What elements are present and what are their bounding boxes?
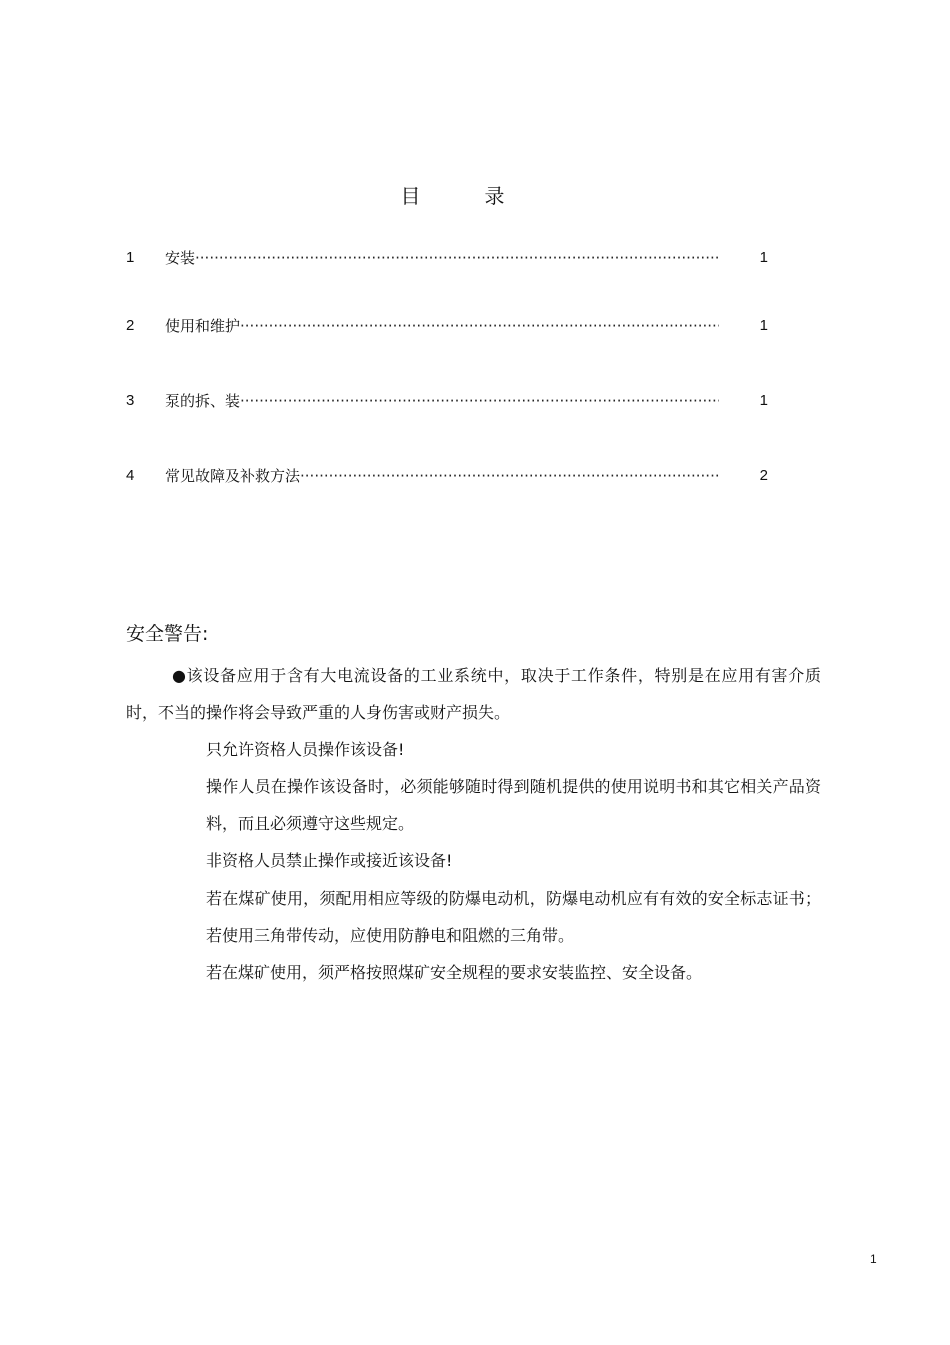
toc-entry-label: 泵的拆、装 bbox=[165, 392, 241, 410]
safety-warning-heading: 安全警告: bbox=[126, 623, 209, 645]
page-number: 1 bbox=[870, 1252, 877, 1266]
toc-entry-label: 常见故障及补救方法 bbox=[165, 467, 301, 485]
toc-entry-use-maintenance[interactable] bbox=[126, 315, 776, 337]
safety-intro-paragraph bbox=[126, 657, 821, 731]
toc-entry-label-leader bbox=[165, 465, 719, 487]
toc-entry-pump-disassembly[interactable] bbox=[126, 390, 776, 412]
safety-item: 操作人员在操作该设备时，必须能够随时得到随机提供的使用说明书和其它相关产品资料，而且必须遵守这些规定。 bbox=[206, 777, 821, 833]
safety-item: 若在煤矿使用，须严格按照煤矿安全规程的要求安装监控、安全设备。 bbox=[206, 963, 703, 982]
toc-entry-troubleshooting[interactable] bbox=[126, 465, 776, 487]
toc-entry-label-leader bbox=[165, 315, 719, 337]
bullet-icon: ● bbox=[172, 666, 187, 685]
toc-entry-number: 3 bbox=[126, 392, 135, 409]
safety-intro-text: 该设备应用于含有大电流设备的工业系统中，取决于工作条件，特别是在应用有害介质时，不当的操作将会导致严重的人身伤害或财产损失。 bbox=[126, 666, 821, 722]
toc-entry-number: 2 bbox=[126, 317, 135, 334]
safety-item: 若在煤矿使用，须配用相应等级的防爆电动机，防爆电动机应有有效的安全标志证书；若使用三角带传动，应使用防静电和阻燃的三角带。 bbox=[206, 889, 821, 945]
toc-entry-label: 使用和维护 bbox=[165, 317, 241, 335]
toc-entry-page: 1 bbox=[759, 317, 768, 334]
toc-entry-label-leader bbox=[165, 247, 719, 269]
toc-entry-number: 1 bbox=[126, 249, 135, 266]
toc-entry-installation[interactable] bbox=[126, 247, 776, 269]
toc-entry-page: 2 bbox=[759, 467, 768, 484]
toc-entry-page: 1 bbox=[759, 249, 768, 266]
toc-title: 目 录 bbox=[400, 184, 527, 208]
toc-entry-label-leader bbox=[165, 390, 719, 412]
toc-entry-page: 1 bbox=[759, 392, 768, 409]
safety-item: 只允许资格人员操作该设备! bbox=[206, 740, 405, 759]
toc-entry-number: 4 bbox=[126, 467, 135, 484]
safety-item: 非资格人员禁止操作或接近该设备! bbox=[206, 851, 453, 870]
toc-entry-label: 安装 bbox=[165, 249, 196, 267]
